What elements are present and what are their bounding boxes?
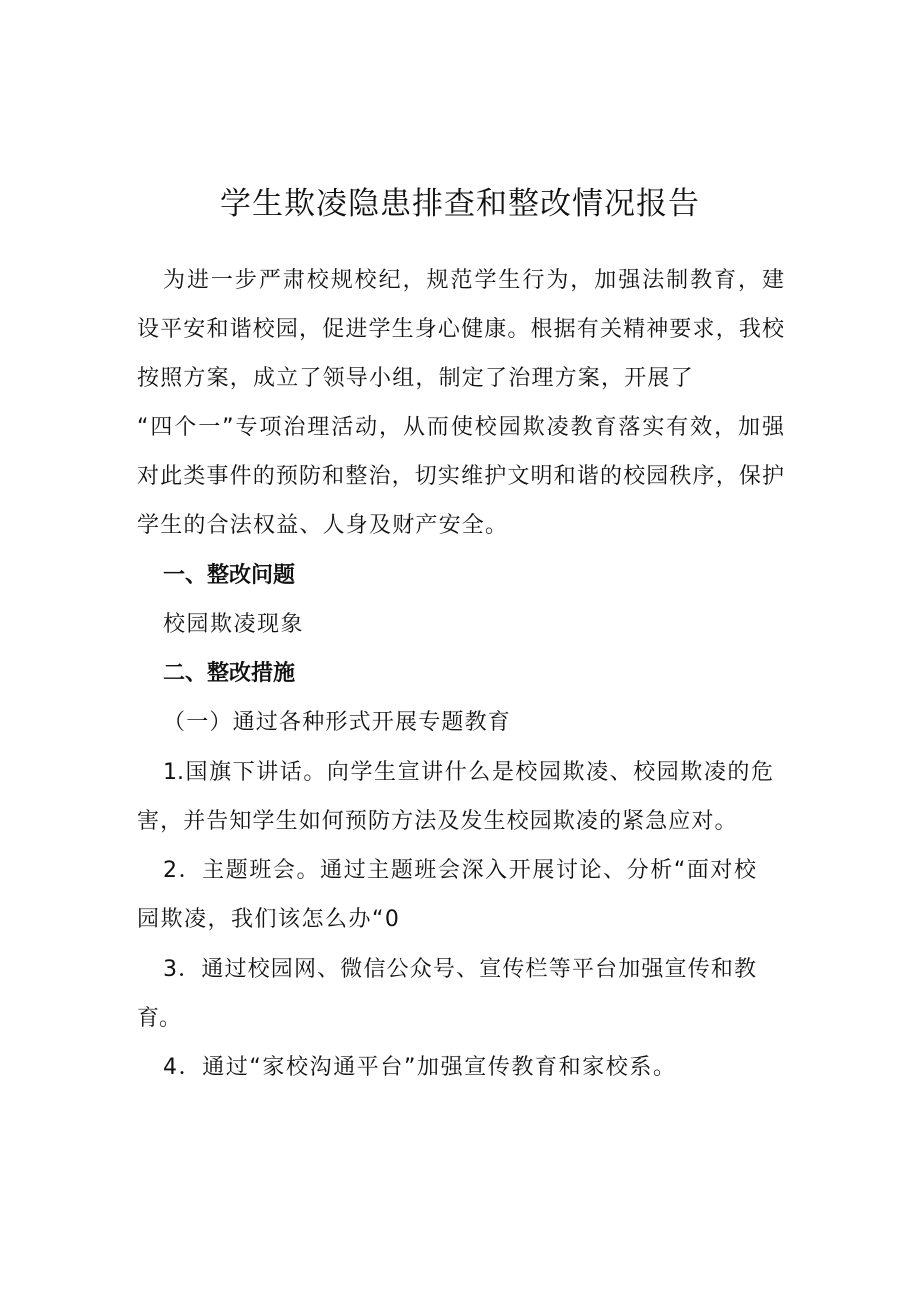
section1-heading: 一、整改问题 [163, 563, 296, 588]
intro-line-3: 按照方案，成立了领导小组，制定了治理方案，开展了 [137, 366, 694, 391]
document-title: 学生欺凌隐患排查和整改情况报告 [220, 186, 700, 222]
subheading-1: （一）通过各种形式开展专题教育 [163, 710, 512, 735]
item2-line-1: 2．主题班会。通过主题班会深入开展讨论、分析“面对校 [163, 858, 756, 883]
item1-line-1: 1.国旗下讲话。向学生宣讲什么是校园欺凌、校园欺凌的危 [163, 760, 773, 785]
item2-line-2: 园欺凌，我们该怎么办“0 [137, 907, 401, 932]
item1-line-2: 害，并告知学生如何预防方法及发生校园欺凌的紧急应对。 [137, 809, 738, 834]
item3-line-1: 3．通过校园网、微信公众号、宣传栏等平台加强宣传和教 [163, 957, 756, 982]
section1-body: 校园欺凌现象 [163, 612, 305, 637]
intro-line-1: 为进一步严肃校规校纪，规范学生行为，加强法制教育，建 [163, 268, 784, 293]
intro-line-6: 学生的合法权益、人身及财产安全。 [137, 513, 509, 538]
item3-line-2: 育。 [137, 1006, 182, 1031]
intro-line-2: 设平安和谐校园，促进学生身心健康。根据有关精神要求，我校 [137, 317, 784, 342]
section2-heading: 二、整改措施 [163, 661, 296, 686]
item4-line: 4．通过“家校沟通平台”加强宣传教育和家校系。 [163, 1055, 677, 1080]
intro-line-5: 对此类事件的预防和整治，切实维护文明和谐的校园秩序，保护 [137, 464, 784, 489]
intro-line-4: “四个一”专项治理活动，从而使校园欺凌教育落实有效，加强 [137, 415, 784, 440]
